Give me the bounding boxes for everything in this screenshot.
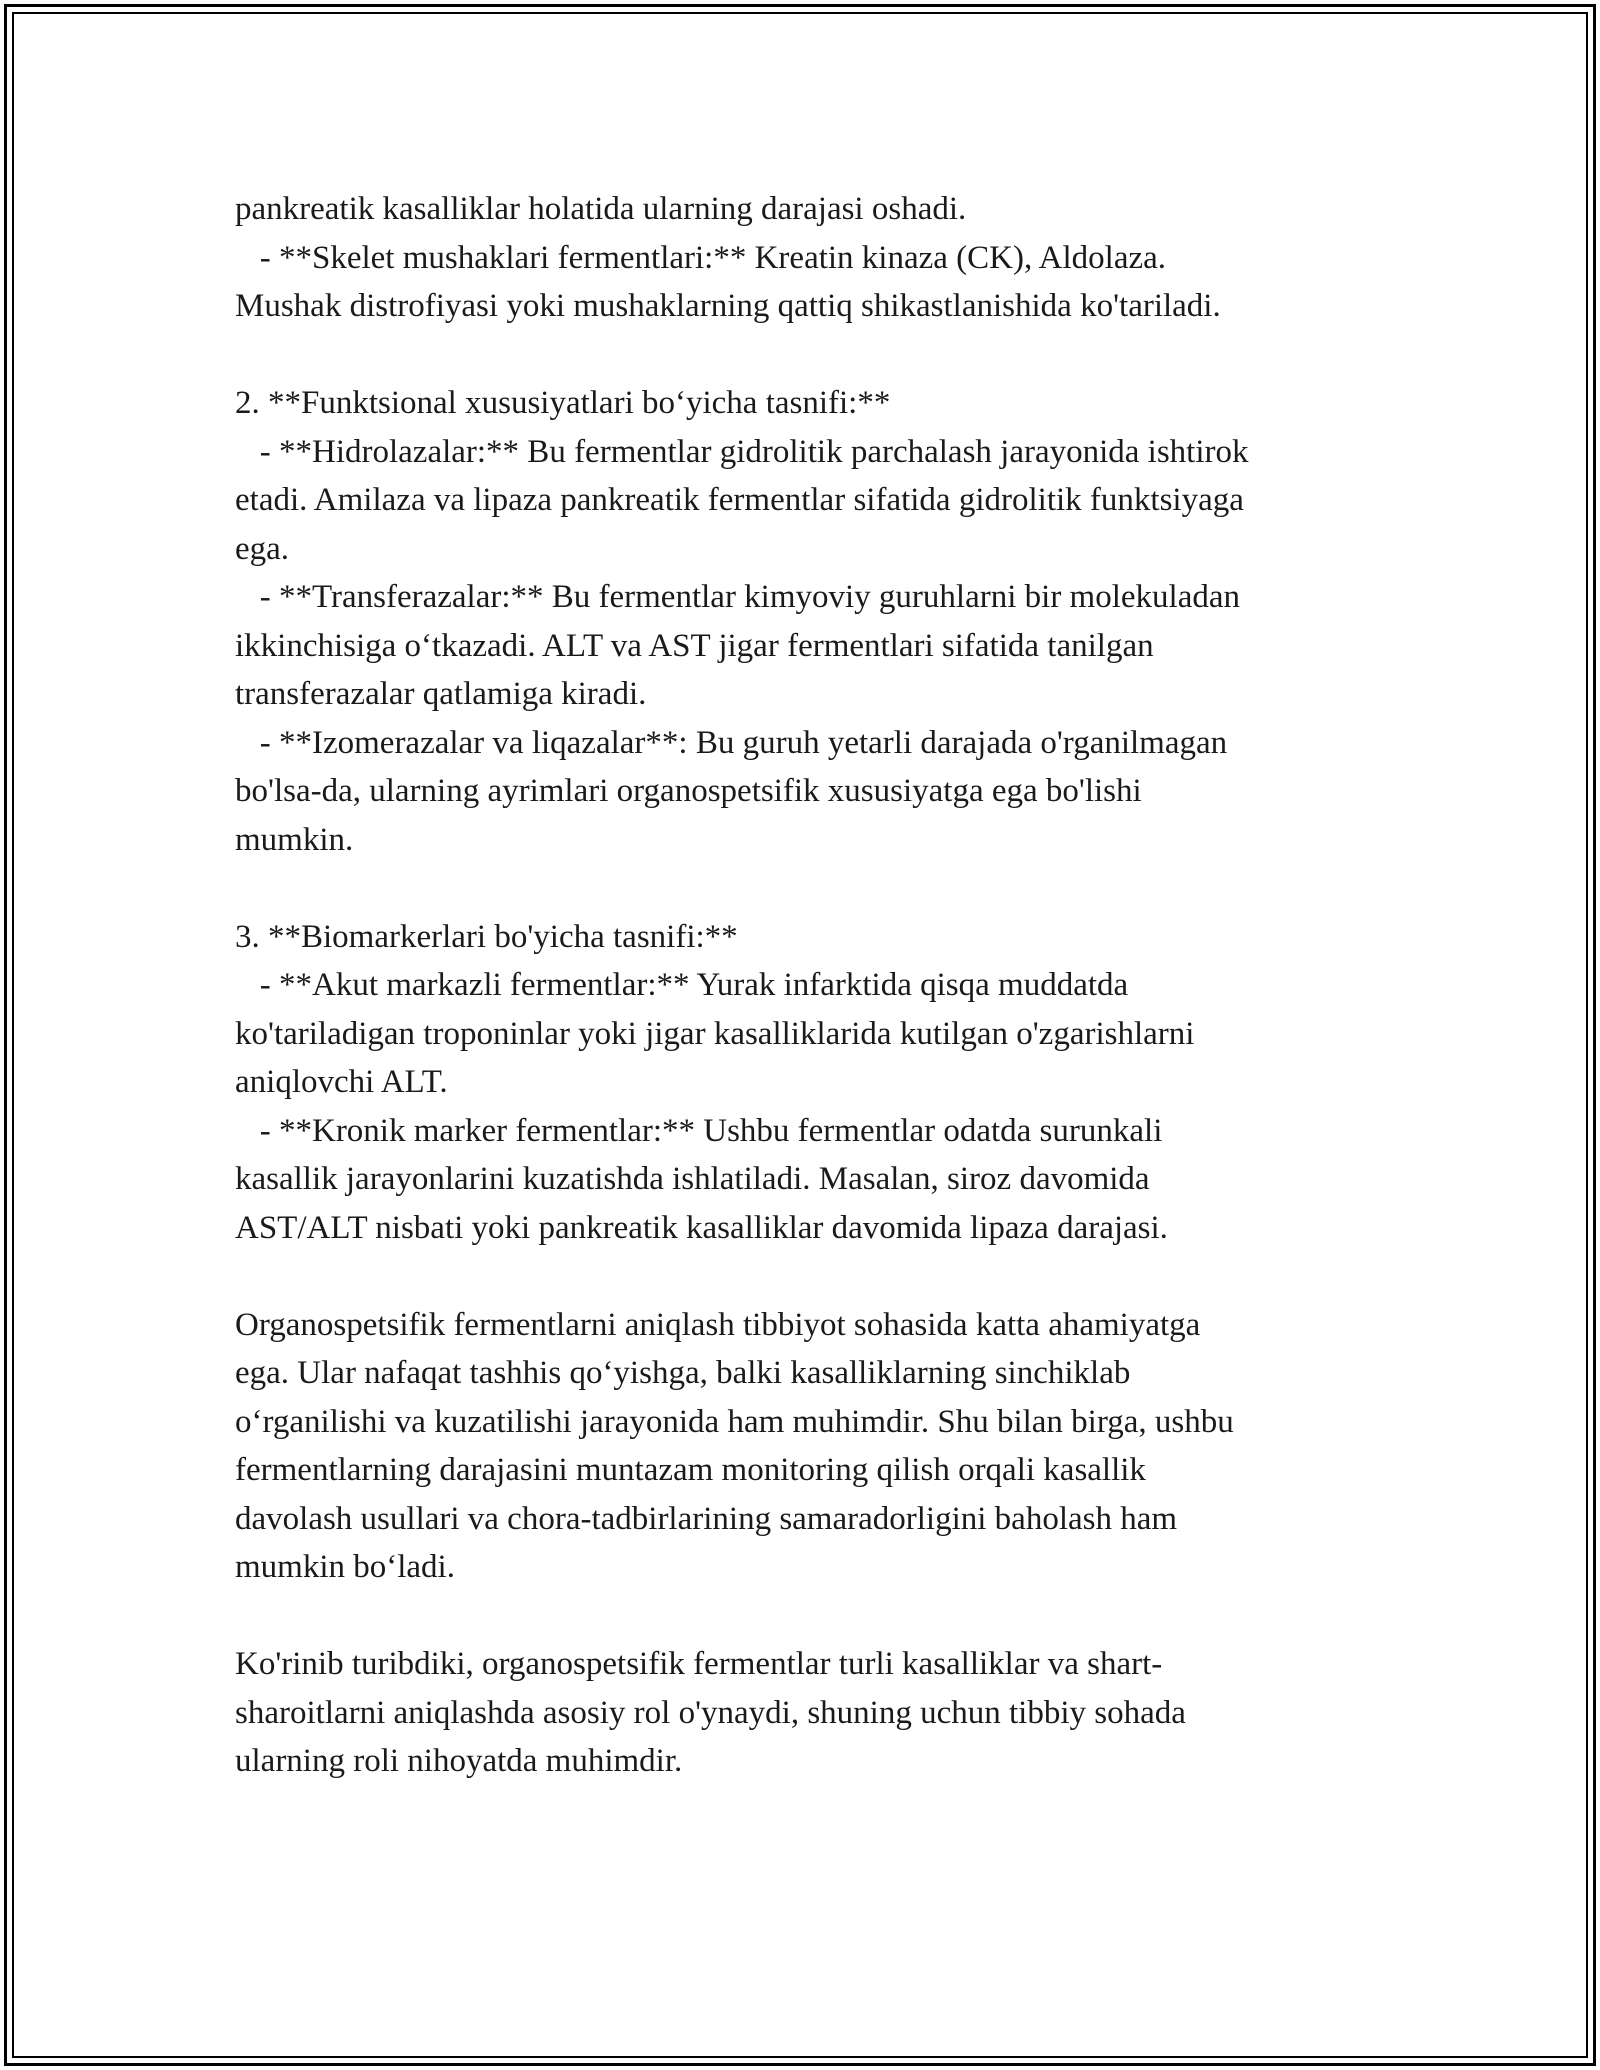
section-heading: 2. **Funktsional xususiyatlari bo‘yicha tasnifi:** xyxy=(235,385,891,421)
text-line: etadi. Amilaza va lipaza pankreatik fermentlar sifatida gidrolitik funktsiyaga xyxy=(235,482,1244,518)
text-line: ega. xyxy=(235,530,290,567)
paragraph-gap xyxy=(235,864,1400,913)
text-line: Mushak distrofiyasi yoki mushaklarning qattiq shikastlanishida ko'tariladi. xyxy=(235,288,1221,324)
text-line: sharoitlarni aniqlashda asosiy rol o'ynaydi, shuning uchun tibbiy sohada xyxy=(235,1694,1186,1731)
paragraph-gap xyxy=(235,331,1400,380)
text-line: transferazalar qatlamiga kiradi. xyxy=(235,676,647,712)
text-line: ularning roli nihoyatda muhimdir. xyxy=(235,1743,683,1779)
text-line: ikkinchisiga o‘tkazadi. ALT va AST jigar fermentlari sifatida tanilgan xyxy=(235,627,1154,664)
text-line: mumkin. xyxy=(235,821,354,858)
text-line: - **Izomerazalar va liqazalar**: Bu guruh yetarli darajada o'rganilmagan xyxy=(235,724,1228,761)
text-line: - **Hidrolazalar:** Bu fermentlar gidrolitik parchalash jarayonida ishtirok xyxy=(235,433,1249,470)
paragraph-gap xyxy=(235,1592,1400,1641)
text-line: o‘rganilishi va kuzatilishi jarayonida ham muhimdir. Shu bilan birga, ushbu xyxy=(235,1403,1234,1440)
text-line: - **Akut markazli fermentlar:** Yurak infarktida qisqa muddatda xyxy=(235,967,1129,1003)
text-line: ega. Ular nafaqat tashhis qo‘yishga, balki kasalliklarning sinchiklab xyxy=(235,1355,1131,1391)
text-line: - **Transferazalar:** Bu fermentlar kimyoviy guruhlarni bir molekuladan xyxy=(235,579,1241,615)
text-line: aniqlovchi ALT. xyxy=(235,1064,448,1100)
text-line: davolash usullari va chora-tadbirlarining samaradorligini baholash ham xyxy=(235,1500,1178,1537)
text-line: - **Kronik marker fermentlar:** Ushbu fermentlar odatda surunkali xyxy=(235,1112,1163,1149)
text-line: ko'tariladigan troponinlar yoki jigar kasalliklarida kutilgan o'zgarishlarni xyxy=(235,1015,1195,1052)
text-line: Ko'rinib turibdiki, organospetsifik fermentlar turli kasalliklar va shart- xyxy=(235,1646,1163,1682)
text-line: AST/ALT nisbati yoki pankreatik kasalliklar davomida lipaza darajasi. xyxy=(235,1209,1168,1246)
text-line: pankreatik kasalliklar holatida ularning darajasi oshadi. xyxy=(235,191,967,227)
text-line: mumkin bo‘ladi. xyxy=(235,1549,455,1585)
text-line: bo'lsa-da, ularning ayrimlari organospetsifik xususiyatga ega bo'lishi xyxy=(235,773,1142,809)
text-line: Organospetsifik fermentlarni aniqlash tibbiyot sohasida katta ahamiyatga xyxy=(235,1306,1201,1343)
document-body xyxy=(235,185,1400,1786)
text-line: - **Skelet mushaklari fermentlari:** Kreatin kinaza (CK), Aldolaza. xyxy=(235,239,1167,276)
section-heading: 3. **Biomarkerlari bo'yicha tasnifi:** xyxy=(235,918,738,955)
paragraph-gap xyxy=(235,1252,1400,1301)
text-line: kasallik jarayonlarini kuzatishda ishlatiladi. Masalan, siroz davomida xyxy=(235,1161,1150,1197)
text-line: fermentlarning darajasini muntazam monitoring qilish orqali kasallik xyxy=(235,1452,1146,1488)
